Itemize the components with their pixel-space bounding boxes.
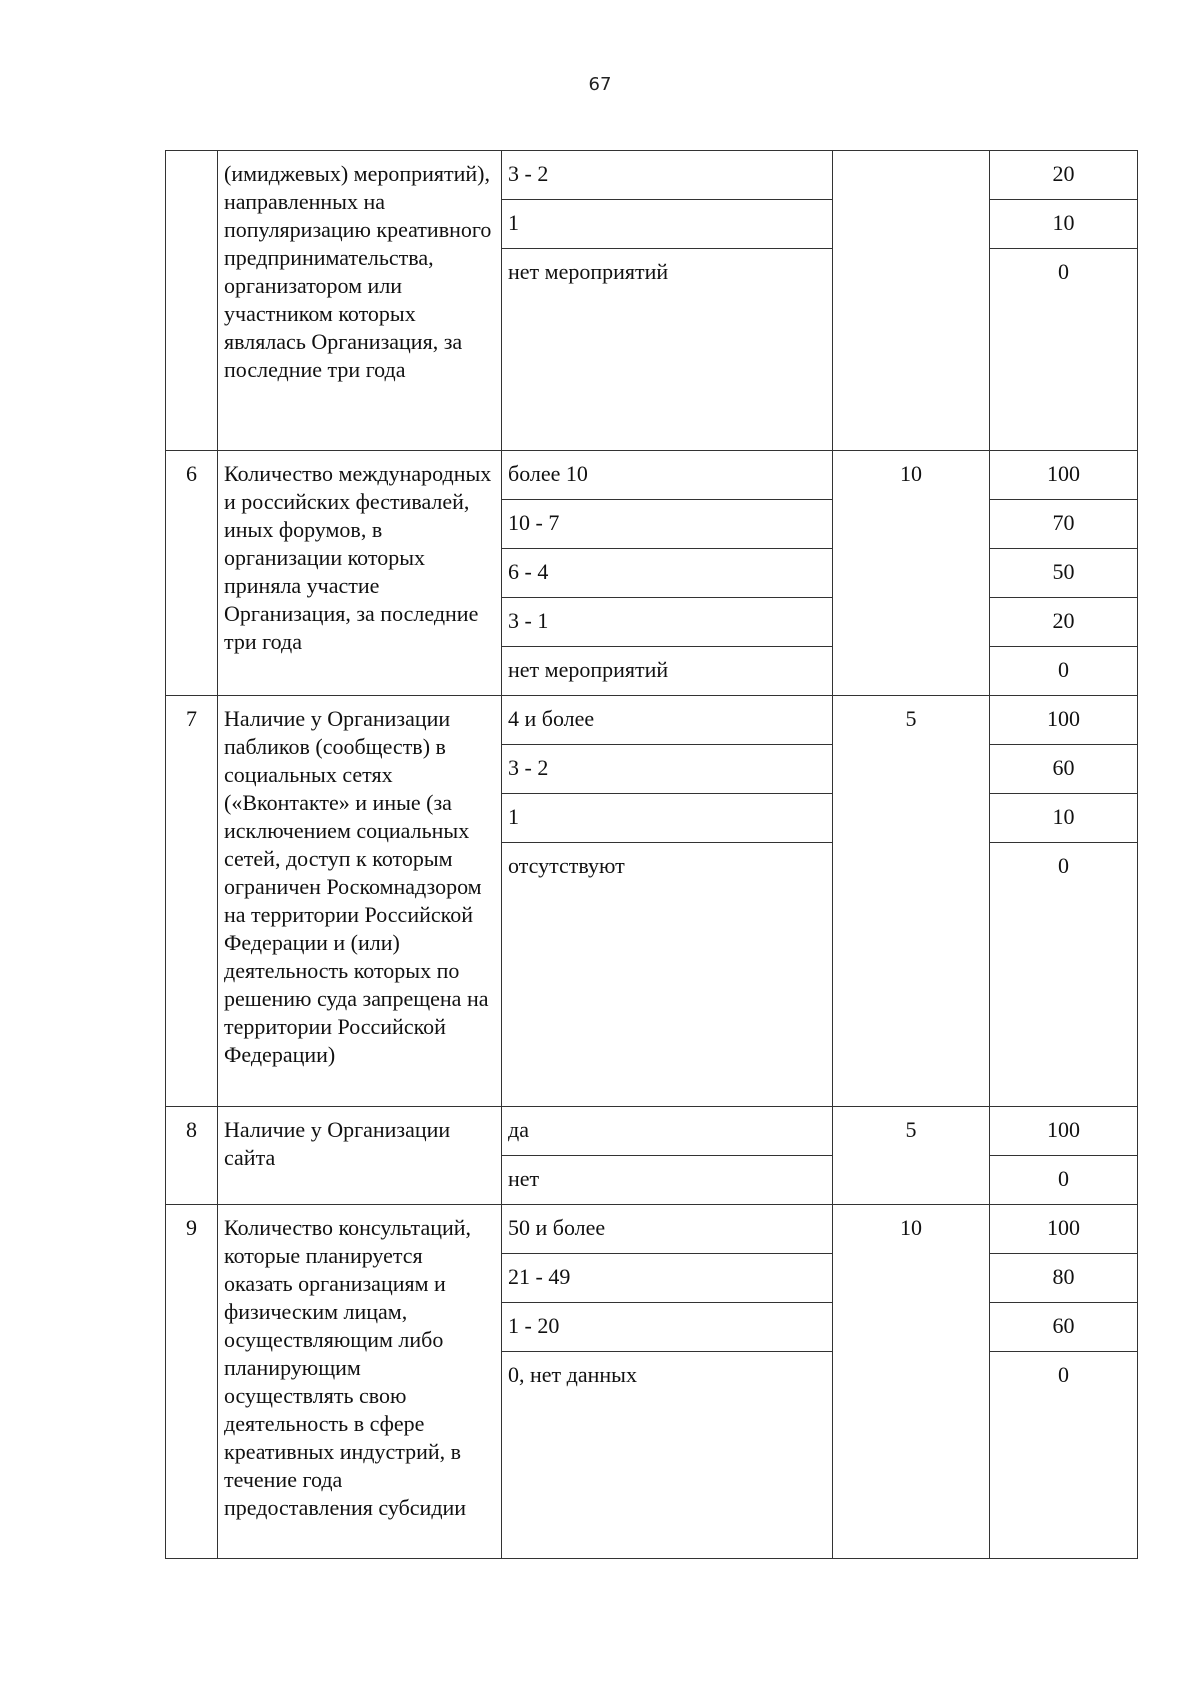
option-value: 0, нет данных xyxy=(502,1352,833,1559)
table-row xyxy=(166,1205,1138,1254)
option-score: 100 xyxy=(990,696,1138,745)
criterion-name: Наличие у Организации пабликов (сообществ) в социальных сетях («Вконтакте» и иные (за исключением социальных сетей, доступ к которым ограничен Роскомнадзором на территории Российской Федерации и (или) деятельность которых по решению суда запрещена на территории Российской Федерации) xyxy=(218,696,502,1107)
option-value: 6 - 4 xyxy=(502,549,833,598)
option-value: отсутствуют xyxy=(502,843,833,1107)
option-score: 80 xyxy=(990,1254,1138,1303)
option-score: 0 xyxy=(990,843,1138,1107)
option-value: нет мероприятий xyxy=(502,647,833,696)
option-value: более 10 xyxy=(502,451,833,500)
table-row xyxy=(166,1107,1138,1156)
option-score: 0 xyxy=(990,1352,1138,1559)
option-value: нет xyxy=(502,1156,833,1205)
criterion-weight: 5 xyxy=(833,1107,990,1205)
option-score: 50 xyxy=(990,549,1138,598)
table-row xyxy=(166,151,1138,200)
criterion-weight: 10 xyxy=(833,451,990,696)
option-value: нет мероприятий xyxy=(502,249,833,451)
option-value: да xyxy=(502,1107,833,1156)
option-value: 1 - 20 xyxy=(502,1303,833,1352)
table-row xyxy=(166,451,1138,500)
option-value: 50 и более xyxy=(502,1205,833,1254)
option-value: 3 - 2 xyxy=(502,745,833,794)
option-score: 20 xyxy=(990,598,1138,647)
option-score: 0 xyxy=(990,1156,1138,1205)
criterion-name: Количество консультаций, которые планируется оказать организациям и физическим лицам, осуществляющим либо планирующим осуществлять свою деятельность в сфере креативных индустрий, в течение года предоставления субсидии xyxy=(218,1205,502,1559)
option-score: 70 xyxy=(990,500,1138,549)
option-score: 0 xyxy=(990,647,1138,696)
row-number: 7 xyxy=(166,696,218,1107)
option-score: 100 xyxy=(990,1107,1138,1156)
option-score: 60 xyxy=(990,745,1138,794)
option-value: 4 и более xyxy=(502,696,833,745)
option-value: 3 - 1 xyxy=(502,598,833,647)
option-score: 60 xyxy=(990,1303,1138,1352)
criterion-name: (имиджевых) мероприятий), направленных на популяризацию креативного предпринимательства, организатором или участником которых являлась Организация, за последние три года xyxy=(218,151,502,451)
row-number: 6 xyxy=(166,451,218,696)
criterion-name: Количество международных и российских фестивалей, иных форумов, в организации которых приняла участие Организация, за последние три года xyxy=(218,451,502,696)
option-score: 0 xyxy=(990,249,1138,451)
row-number: 8 xyxy=(166,1107,218,1205)
option-value: 21 - 49 xyxy=(502,1254,833,1303)
option-value: 3 - 2 xyxy=(502,151,833,200)
option-value: 1 xyxy=(502,200,833,249)
option-score: 100 xyxy=(990,1205,1138,1254)
criteria-table xyxy=(165,150,1138,1559)
option-score: 10 xyxy=(990,794,1138,843)
table-row xyxy=(166,696,1138,745)
option-score: 20 xyxy=(990,151,1138,200)
option-score: 100 xyxy=(990,451,1138,500)
criterion-name: Наличие у Организации сайта xyxy=(218,1107,502,1205)
criterion-weight xyxy=(833,151,990,451)
option-value: 10 - 7 xyxy=(502,500,833,549)
criterion-weight: 5 xyxy=(833,696,990,1107)
row-number xyxy=(166,151,218,451)
criterion-weight: 10 xyxy=(833,1205,990,1559)
row-number: 9 xyxy=(166,1205,218,1559)
option-score: 10 xyxy=(990,200,1138,249)
page-number: 67 xyxy=(588,74,612,95)
option-value: 1 xyxy=(502,794,833,843)
